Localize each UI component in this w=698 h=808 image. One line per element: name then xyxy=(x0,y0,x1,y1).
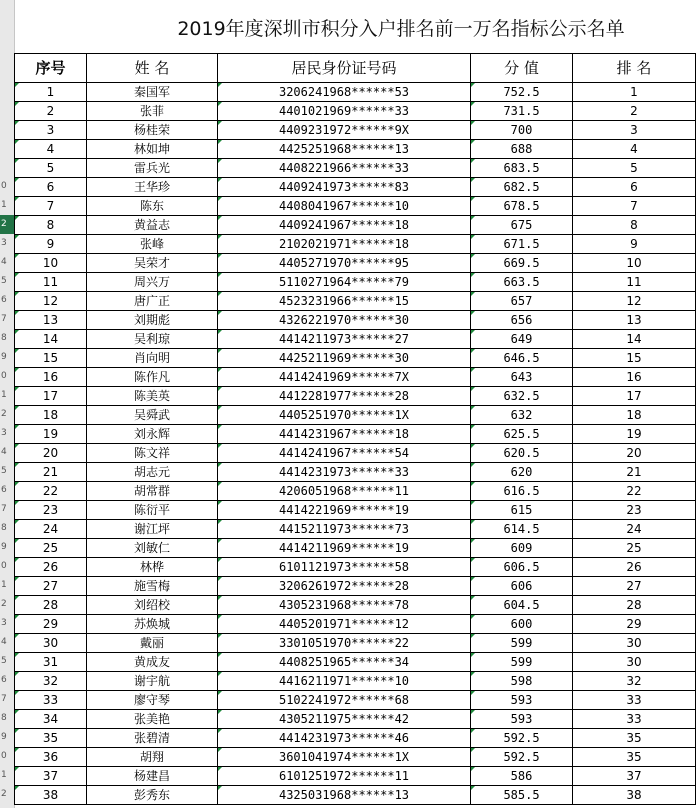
cell-id-number[interactable]: 4409241967******18 xyxy=(218,216,471,235)
table-row xyxy=(15,729,696,748)
ranking-table xyxy=(14,53,696,805)
cell-name[interactable]: 唐广正 xyxy=(87,292,218,311)
table-row xyxy=(15,292,696,311)
header-cell-id-number[interactable]: 居民身份证号码 xyxy=(218,54,471,83)
cell-score[interactable]: 598 xyxy=(471,672,573,691)
cell-id-number[interactable]: 4414231967******18 xyxy=(218,425,471,444)
cell-score[interactable]: 604.5 xyxy=(471,596,573,615)
cell-name[interactable]: 黄成友 xyxy=(87,653,218,672)
cell-index[interactable]: 2 xyxy=(15,102,87,121)
row-number[interactable]: 7 xyxy=(1,694,7,704)
cell-index[interactable]: 27 xyxy=(15,577,87,596)
cell-name[interactable]: 胡翔 xyxy=(87,748,218,767)
table-row xyxy=(15,102,696,121)
cell-id-number[interactable]: 3301051970******22 xyxy=(218,634,471,653)
row-number[interactable]: 9 xyxy=(1,352,7,362)
cell-id-number[interactable]: 4405201971******12 xyxy=(218,615,471,634)
cell-id-number[interactable]: 4408251965******34 xyxy=(218,653,471,672)
cell-index[interactable]: 38 xyxy=(15,786,87,805)
cell-index[interactable]: 7 xyxy=(15,197,87,216)
cell-id-number[interactable]: 3601041974******1X xyxy=(218,748,471,767)
cell-id-number[interactable]: 4414211969******19 xyxy=(218,539,471,558)
cell-name[interactable]: 刘永辉 xyxy=(87,425,218,444)
cell-rank[interactable]: 38 xyxy=(573,786,696,805)
row-number[interactable]: 7 xyxy=(1,504,7,514)
cell-id-number[interactable]: 4414221969******19 xyxy=(218,501,471,520)
cell-score[interactable]: 682.5 xyxy=(471,178,573,197)
table-row xyxy=(15,748,696,767)
cell-rank[interactable]: 3 xyxy=(573,121,696,140)
row-number[interactable]: 4 xyxy=(1,257,7,267)
cell-name[interactable]: 吴舜武 xyxy=(87,406,218,425)
table-row xyxy=(15,596,696,615)
cell-id-number[interactable]: 4408041967******10 xyxy=(218,197,471,216)
cell-index[interactable]: 21 xyxy=(15,463,87,482)
cell-rank[interactable]: 6 xyxy=(573,178,696,197)
table-row xyxy=(15,83,696,102)
cell-score[interactable]: 586 xyxy=(471,767,573,786)
table-row xyxy=(15,311,696,330)
cell-rank[interactable]: 37 xyxy=(573,767,696,786)
cell-score[interactable]: 606 xyxy=(471,577,573,596)
cell-id-number[interactable]: 4305211975******42 xyxy=(218,710,471,729)
cell-rank[interactable]: 2 xyxy=(573,102,696,121)
cell-name[interactable]: 陈美英 xyxy=(87,387,218,406)
cell-score[interactable]: 585.5 xyxy=(471,786,573,805)
table-row xyxy=(15,672,696,691)
cell-id-number[interactable]: 5110271964******79 xyxy=(218,273,471,292)
cell-score[interactable]: 592.5 xyxy=(471,729,573,748)
cell-score[interactable]: 669.5 xyxy=(471,254,573,273)
table-row xyxy=(15,482,696,501)
cell-rank[interactable]: 5 xyxy=(573,159,696,178)
cell-id-number[interactable]: 6101121973******58 xyxy=(218,558,471,577)
cell-index[interactable]: 33 xyxy=(15,691,87,710)
cell-id-number[interactable]: 4414241967******54 xyxy=(218,444,471,463)
cell-index[interactable]: 14 xyxy=(15,330,87,349)
cell-rank[interactable]: 33 xyxy=(573,710,696,729)
cell-index[interactable]: 34 xyxy=(15,710,87,729)
cell-score[interactable]: 657 xyxy=(471,292,573,311)
cell-rank[interactable]: 26 xyxy=(573,558,696,577)
table-row xyxy=(15,330,696,349)
cell-score[interactable]: 683.5 xyxy=(471,159,573,178)
table-row xyxy=(15,216,696,235)
cell-id-number[interactable]: 3206241968******53 xyxy=(218,83,471,102)
cell-name[interactable]: 施雪梅 xyxy=(87,577,218,596)
cell-index[interactable]: 1 xyxy=(15,83,87,102)
cell-id-number[interactable]: 4416211971******10 xyxy=(218,672,471,691)
cell-score[interactable]: 625.5 xyxy=(471,425,573,444)
table-row xyxy=(15,406,696,425)
cell-name[interactable]: 陈作凡 xyxy=(87,368,218,387)
cell-id-number[interactable]: 2102021971******18 xyxy=(218,235,471,254)
table-row xyxy=(15,273,696,292)
cell-rank[interactable]: 20 xyxy=(573,444,696,463)
cell-index[interactable]: 36 xyxy=(15,748,87,767)
cell-name[interactable]: 王华珍 xyxy=(87,178,218,197)
table-row xyxy=(15,140,696,159)
cell-id-number[interactable]: 4409241973******83 xyxy=(218,178,471,197)
cell-index[interactable]: 8 xyxy=(15,216,87,235)
cell-score[interactable]: 643 xyxy=(471,368,573,387)
cell-score[interactable]: 600 xyxy=(471,615,573,634)
cell-score[interactable]: 675 xyxy=(471,216,573,235)
cell-id-number[interactable]: 4401021969******33 xyxy=(218,102,471,121)
row-number[interactable]: 4 xyxy=(1,637,7,647)
table-row xyxy=(15,235,696,254)
cell-index[interactable]: 35 xyxy=(15,729,87,748)
row-header-strip xyxy=(0,0,15,808)
cell-index[interactable]: 15 xyxy=(15,349,87,368)
cell-name[interactable]: 刘期彪 xyxy=(87,311,218,330)
table-row xyxy=(15,178,696,197)
cell-index[interactable]: 20 xyxy=(15,444,87,463)
cell-rank[interactable]: 8 xyxy=(573,216,696,235)
cell-rank[interactable]: 35 xyxy=(573,729,696,748)
cell-score[interactable]: 731.5 xyxy=(471,102,573,121)
cell-rank[interactable]: 17 xyxy=(573,387,696,406)
cell-score[interactable]: 663.5 xyxy=(471,273,573,292)
cell-index[interactable]: 22 xyxy=(15,482,87,501)
cell-rank[interactable]: 9 xyxy=(573,235,696,254)
row-number[interactable]: 8 xyxy=(1,333,7,343)
cell-index[interactable]: 28 xyxy=(15,596,87,615)
cell-id-number[interactable]: 4414231973******33 xyxy=(218,463,471,482)
table-row xyxy=(15,444,696,463)
row-number[interactable]: 5 xyxy=(1,656,7,666)
cell-name[interactable]: 周兴万 xyxy=(87,273,218,292)
cell-score[interactable]: 599 xyxy=(471,653,573,672)
cell-id-number[interactable]: 3206261972******28 xyxy=(218,577,471,596)
cell-index[interactable]: 6 xyxy=(15,178,87,197)
cell-score[interactable]: 616.5 xyxy=(471,482,573,501)
row-number[interactable]: 1 xyxy=(1,200,7,210)
cell-rank[interactable]: 11 xyxy=(573,273,696,292)
cell-id-number[interactable]: 4414211973******27 xyxy=(218,330,471,349)
cell-name[interactable]: 苏焕城 xyxy=(87,615,218,634)
cell-rank[interactable]: 7 xyxy=(573,197,696,216)
cell-index[interactable]: 16 xyxy=(15,368,87,387)
cell-rank[interactable]: 23 xyxy=(573,501,696,520)
row-number[interactable]: 2 xyxy=(0,215,15,234)
table-row xyxy=(15,653,696,672)
cell-score[interactable]: 606.5 xyxy=(471,558,573,577)
cell-score[interactable]: 599 xyxy=(471,634,573,653)
row-number[interactable]: 4 xyxy=(1,447,7,457)
cell-rank[interactable]: 35 xyxy=(573,748,696,767)
cell-name[interactable]: 张碧清 xyxy=(87,729,218,748)
cell-index[interactable]: 19 xyxy=(15,425,87,444)
cell-rank[interactable]: 16 xyxy=(573,368,696,387)
cell-rank[interactable]: 15 xyxy=(573,349,696,368)
row-number[interactable]: 5 xyxy=(1,466,7,476)
cell-id-number[interactable]: 5102241972******68 xyxy=(218,691,471,710)
cell-id-number[interactable]: 4415211973******73 xyxy=(218,520,471,539)
table-row xyxy=(15,691,696,710)
cell-name[interactable]: 陈衍平 xyxy=(87,501,218,520)
table-row xyxy=(15,501,696,520)
cell-id-number[interactable]: 4425251968******13 xyxy=(218,140,471,159)
cell-name[interactable]: 吴利琼 xyxy=(87,330,218,349)
row-number[interactable]: 1 xyxy=(1,390,7,400)
cell-index[interactable]: 4 xyxy=(15,140,87,159)
cell-rank[interactable]: 14 xyxy=(573,330,696,349)
cell-index[interactable]: 11 xyxy=(15,273,87,292)
cell-index[interactable]: 32 xyxy=(15,672,87,691)
cell-score[interactable]: 632 xyxy=(471,406,573,425)
cell-score[interactable]: 593 xyxy=(471,691,573,710)
header-cell-rank[interactable]: 排 名 xyxy=(573,54,696,83)
row-number[interactable]: 3 xyxy=(1,428,7,438)
cell-name[interactable]: 杨桂荣 xyxy=(87,121,218,140)
cell-id-number[interactable]: 4325031968******13 xyxy=(218,786,471,805)
cell-index[interactable]: 13 xyxy=(15,311,87,330)
row-number[interactable]: 3 xyxy=(1,238,7,248)
cell-index[interactable]: 17 xyxy=(15,387,87,406)
cell-id-number[interactable]: 4414231973******46 xyxy=(218,729,471,748)
table-row xyxy=(15,254,696,273)
table-row xyxy=(15,425,696,444)
cell-rank[interactable]: 19 xyxy=(573,425,696,444)
row-number[interactable]: 2 xyxy=(1,789,7,799)
row-number[interactable]: 9 xyxy=(1,542,7,552)
cell-index[interactable]: 3 xyxy=(15,121,87,140)
row-number[interactable]: 0 xyxy=(1,181,7,191)
cell-rank[interactable]: 25 xyxy=(573,539,696,558)
cell-name[interactable]: 刘敏仁 xyxy=(87,539,218,558)
cell-name[interactable]: 肖向明 xyxy=(87,349,218,368)
cell-name[interactable]: 刘绍校 xyxy=(87,596,218,615)
cell-name[interactable]: 谢宇航 xyxy=(87,672,218,691)
table-row xyxy=(15,121,696,140)
cell-index[interactable]: 25 xyxy=(15,539,87,558)
header-cell-name[interactable]: 姓 名 xyxy=(87,54,218,83)
header-cell-score[interactable]: 分 值 xyxy=(471,54,573,83)
cell-name[interactable]: 张菲 xyxy=(87,102,218,121)
cell-name[interactable]: 杨建昌 xyxy=(87,767,218,786)
cell-id-number[interactable]: 4405271970******95 xyxy=(218,254,471,273)
header-cell-index[interactable]: 序号 xyxy=(15,54,87,83)
row-number[interactable]: 8 xyxy=(1,523,7,533)
cell-name[interactable]: 戴丽 xyxy=(87,634,218,653)
row-number[interactable]: 0 xyxy=(1,561,7,571)
cell-index[interactable]: 24 xyxy=(15,520,87,539)
row-number[interactable]: 5 xyxy=(1,276,7,286)
cell-name[interactable]: 陈东 xyxy=(87,197,218,216)
cell-rank[interactable]: 13 xyxy=(573,311,696,330)
table-row xyxy=(15,197,696,216)
cell-id-number[interactable]: 4425211969******30 xyxy=(218,349,471,368)
cell-rank[interactable]: 27 xyxy=(573,577,696,596)
table-row xyxy=(15,558,696,577)
row-number[interactable]: 6 xyxy=(1,295,7,305)
table-row xyxy=(15,368,696,387)
cell-rank[interactable]: 21 xyxy=(573,463,696,482)
cell-name[interactable]: 张峰 xyxy=(87,235,218,254)
cell-score[interactable]: 620 xyxy=(471,463,573,482)
cell-rank[interactable]: 30 xyxy=(573,653,696,672)
cell-name[interactable]: 黄益志 xyxy=(87,216,218,235)
cell-rank[interactable]: 1 xyxy=(573,83,696,102)
cell-rank[interactable]: 24 xyxy=(573,520,696,539)
cell-score[interactable]: 632.5 xyxy=(471,387,573,406)
cell-rank[interactable]: 33 xyxy=(573,691,696,710)
cell-score[interactable]: 614.5 xyxy=(471,520,573,539)
cell-rank[interactable]: 10 xyxy=(573,254,696,273)
cell-score[interactable]: 671.5 xyxy=(471,235,573,254)
cell-name[interactable]: 林如坤 xyxy=(87,140,218,159)
table-row xyxy=(15,767,696,786)
cell-id-number[interactable]: 4408221966******33 xyxy=(218,159,471,178)
row-number[interactable]: 6 xyxy=(1,675,7,685)
row-number[interactable]: 0 xyxy=(1,371,7,381)
table-row xyxy=(15,539,696,558)
cell-id-number[interactable]: 6101251972******11 xyxy=(218,767,471,786)
cell-rank[interactable]: 29 xyxy=(573,615,696,634)
table-row xyxy=(15,349,696,368)
cell-name[interactable]: 陈文祥 xyxy=(87,444,218,463)
table-row xyxy=(15,577,696,596)
header-row xyxy=(15,54,696,83)
cell-rank[interactable]: 18 xyxy=(573,406,696,425)
cell-index[interactable]: 18 xyxy=(15,406,87,425)
sheet-title: 2019年度深圳市积分入户排名前一万名指标公示名单 xyxy=(177,18,625,40)
cell-name[interactable]: 胡志元 xyxy=(87,463,218,482)
table-row xyxy=(15,615,696,634)
cell-index[interactable]: 9 xyxy=(15,235,87,254)
table-row xyxy=(15,786,696,805)
cell-score[interactable]: 609 xyxy=(471,539,573,558)
cell-name[interactable]: 林桦 xyxy=(87,558,218,577)
table-row xyxy=(15,463,696,482)
cell-id-number[interactable]: 4305231968******78 xyxy=(218,596,471,615)
cell-name[interactable]: 廖守琴 xyxy=(87,691,218,710)
cell-name[interactable]: 彭秀东 xyxy=(87,786,218,805)
cell-id-number[interactable]: 4206051968******11 xyxy=(218,482,471,501)
cell-index[interactable]: 31 xyxy=(15,653,87,672)
row-number[interactable]: 6 xyxy=(1,485,7,495)
cell-id-number[interactable]: 4409231972******9X xyxy=(218,121,471,140)
table-row xyxy=(15,387,696,406)
row-number[interactable]: 0 xyxy=(1,751,7,761)
cell-id-number[interactable]: 4414241969******7X xyxy=(218,368,471,387)
cell-rank[interactable]: 30 xyxy=(573,634,696,653)
row-number[interactable]: 3 xyxy=(1,618,7,628)
row-number[interactable]: 2 xyxy=(1,409,7,419)
cell-name[interactable]: 谢江坪 xyxy=(87,520,218,539)
cell-name[interactable]: 张美艳 xyxy=(87,710,218,729)
cell-index[interactable]: 10 xyxy=(15,254,87,273)
cell-rank[interactable]: 4 xyxy=(573,140,696,159)
cell-index[interactable]: 5 xyxy=(15,159,87,178)
row-number[interactable]: 8 xyxy=(1,713,7,723)
cell-index[interactable]: 29 xyxy=(15,615,87,634)
cell-index[interactable]: 30 xyxy=(15,634,87,653)
cell-score[interactable]: 615 xyxy=(471,501,573,520)
table-row xyxy=(15,710,696,729)
cell-score[interactable]: 700 xyxy=(471,121,573,140)
cell-name[interactable]: 秦国军 xyxy=(87,83,218,102)
cell-score[interactable]: 620.5 xyxy=(471,444,573,463)
table-row xyxy=(15,159,696,178)
cell-index[interactable]: 26 xyxy=(15,558,87,577)
cell-score[interactable]: 688 xyxy=(471,140,573,159)
row-number[interactable]: 9 xyxy=(1,732,7,742)
cell-score[interactable]: 752.5 xyxy=(471,83,573,102)
row-number[interactable]: 2 xyxy=(1,599,7,609)
table-row xyxy=(15,520,696,539)
cell-rank[interactable]: 28 xyxy=(573,596,696,615)
cell-id-number[interactable]: 4326221970******30 xyxy=(218,311,471,330)
cell-score[interactable]: 649 xyxy=(471,330,573,349)
cell-index[interactable]: 37 xyxy=(15,767,87,786)
cell-id-number[interactable]: 4405251970******1X xyxy=(218,406,471,425)
table-row xyxy=(15,634,696,653)
cell-name[interactable]: 吴荣才 xyxy=(87,254,218,273)
cell-name[interactable]: 雷兵光 xyxy=(87,159,218,178)
cell-id-number[interactable]: 4523231966******15 xyxy=(218,292,471,311)
cell-score[interactable]: 656 xyxy=(471,311,573,330)
cell-rank[interactable]: 32 xyxy=(573,672,696,691)
cell-score[interactable]: 593 xyxy=(471,710,573,729)
row-number[interactable]: 7 xyxy=(1,314,7,324)
cell-id-number[interactable]: 4412281977******28 xyxy=(218,387,471,406)
cell-index[interactable]: 12 xyxy=(15,292,87,311)
cell-name[interactable]: 胡常群 xyxy=(87,482,218,501)
cell-score[interactable]: 646.5 xyxy=(471,349,573,368)
row-number[interactable]: 1 xyxy=(1,770,7,780)
cell-rank[interactable]: 12 xyxy=(573,292,696,311)
cell-score[interactable]: 678.5 xyxy=(471,197,573,216)
cell-index[interactable]: 23 xyxy=(15,501,87,520)
row-number[interactable]: 1 xyxy=(1,580,7,590)
cell-score[interactable]: 592.5 xyxy=(471,748,573,767)
cell-rank[interactable]: 22 xyxy=(573,482,696,501)
